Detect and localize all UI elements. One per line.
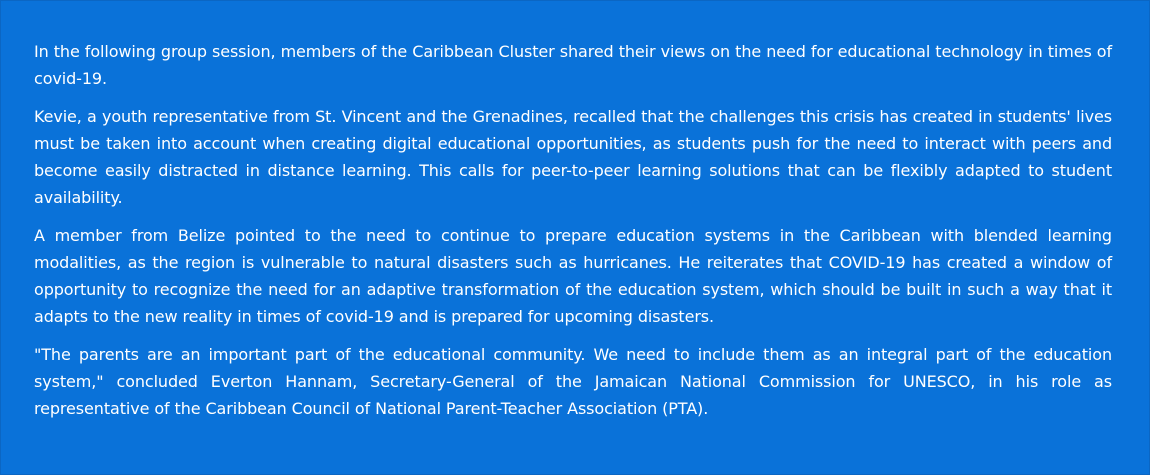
paragraph-belize: A member from Belize pointed to the need to continue to prepare education systems in the Caribbean with blended learning modalities, as the region is vulnerable to natural disasters such as hurricanes. He reiterates that COVID-19 has created a window of opportunity to recognize the need for an adaptive transformation of the education system, which should be built in such a way that it adapts to the new reality in times of covid-19 and is prepared for upcoming disasters. (34, 226, 1112, 326)
paragraph-kevie: Kevie, a youth representative from St. Vincent and the Grenadines, recalled that the challenges this crisis has created in students' lives must be taken into account when creating digital educational opportunities, as students push for the need to interact with peers and become easily distracted in distance learning. This calls for peer-to-peer learning solutions that can be flexibly adapted to student availability. (34, 107, 1112, 207)
paragraph-quote: "The parents are an important part of the educational community. We need to include them as an integral part of the education system," concluded Everton Hannam, Secretary-General of the Jamaican National Commission for UNESCO, in his role as representative of the Caribbean Council of National Parent-Teacher Association (PTA). (34, 345, 1112, 418)
paragraph-intro: In the following group session, members of the Caribbean Cluster shared their views on the need for educational technology in times of covid-19. (34, 42, 1112, 88)
